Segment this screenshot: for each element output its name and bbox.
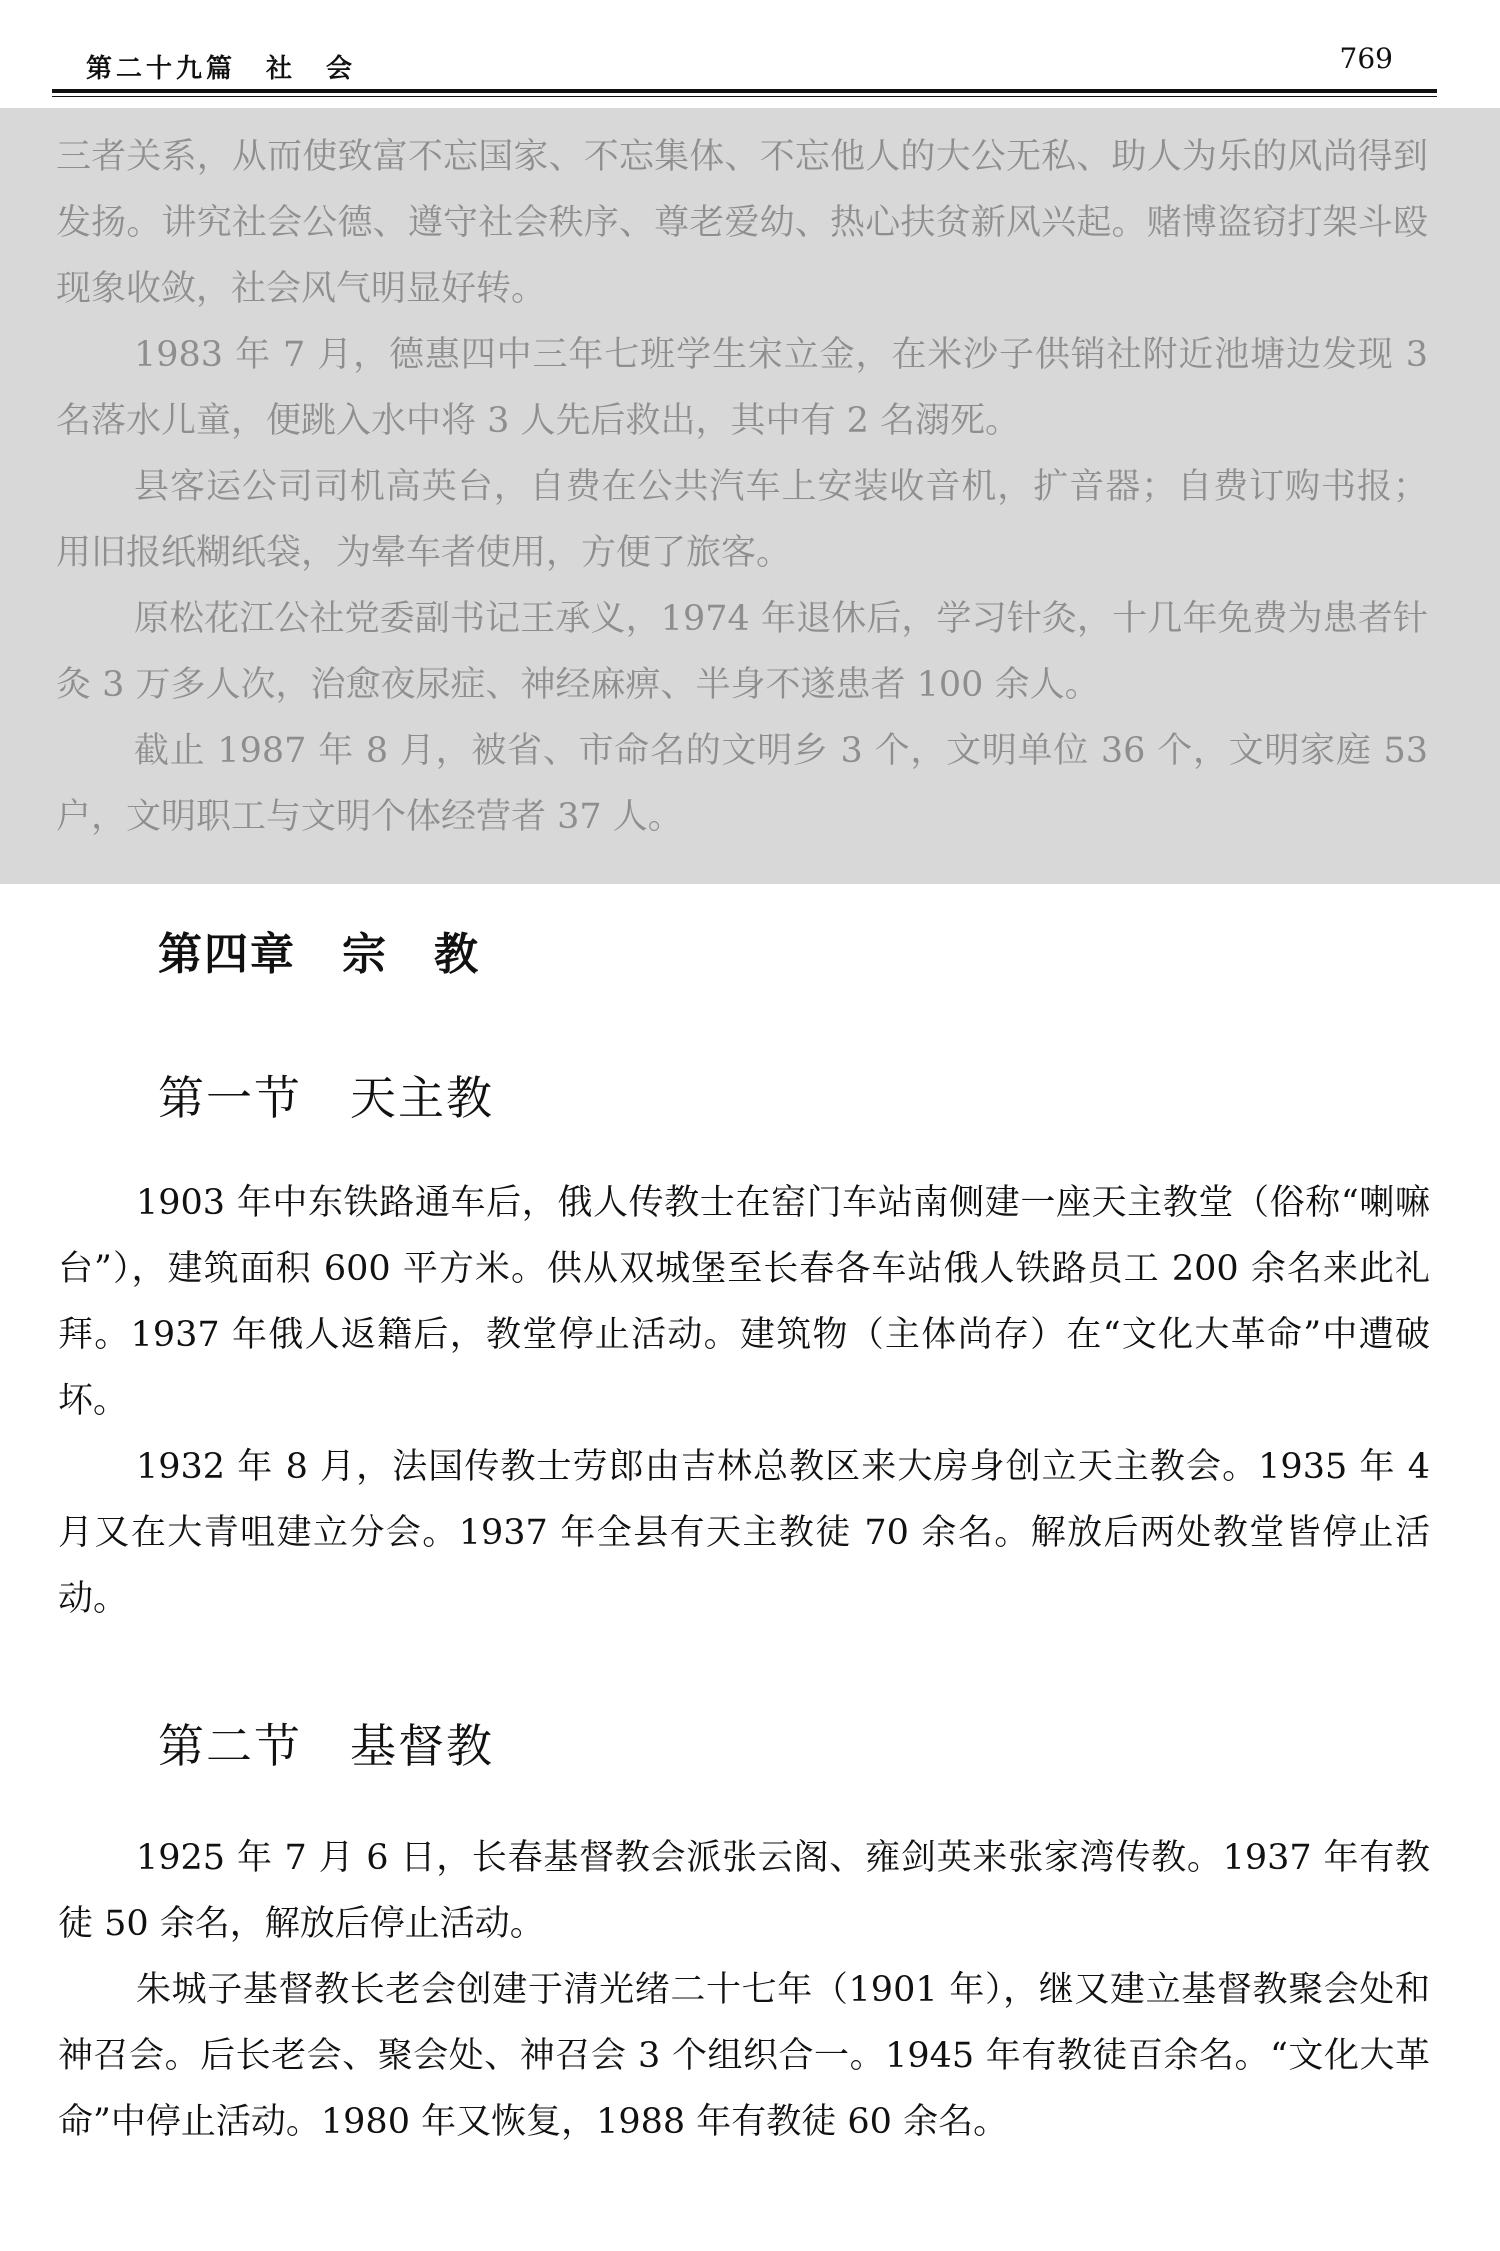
paragraph: 截止 1987 年 8 月，被省、市命名的文明乡 3 个，文明单位 36 个，文明家庭 53 户，文明职工与文明个体经营者 37 人。 [56, 731, 1428, 837]
paragraph: 三者关系，从而使致富不忘国家、不忘集体、不忘他人的大公无私、助人为乐的风尚得到发扬。讲究社会公德、遵守社会秩序、尊老爱幼、热心扶贫新风兴起。赌博盗窃打架斗殴现象收敛，社会风气明显好转。 [56, 137, 1428, 309]
section-title: 第一节 天主教 [158, 1071, 494, 1125]
part-title: 第二十九篇 社 会 [86, 54, 357, 84]
paragraph: 县客运公司司机高英台，自费在公共汽车上安装收音机，扩音器；自费订购书报；用旧报纸糊纸袋，为晕车者使用，方便了旅客。 [56, 467, 1428, 573]
paragraph: 1903 年中东铁路通车后，俄人传教士在窑门车站南侧建一座天主教堂（俗称“喇嘛台”），建筑面积 600 平方米。供从双城堡至长春各车站俄人铁路员工 200 余名来此礼拜。1937 年俄人返籍后，教堂停止活动。建筑物（主体尚存）在“文化大革命”中遭破坏。 [58, 1183, 1430, 1421]
paragraph: 1932 年 8 月，法国传教士劳郎由吉林总教区来大房身创立天主教会。1935 年 4 月又在大青咀建立分会。1937 年全县有天主教徒 70 余名。解放后两处教堂皆停止活动。 [58, 1447, 1430, 1619]
paragraph: 1983 年 7 月，德惠四中三年七班学生宋立金，在米沙子供销社附近池塘边发现 3 名落水儿童，便跳入水中将 3 人先后救出，其中有 2 名溺死。 [56, 335, 1428, 441]
page-number: 769 [1339, 42, 1393, 75]
paragraph: 1925 年 7 月 6 日，长春基督教会派张云阁、雍剑英来张家湾传教。1937 年有教徒 50 余名，解放后停止活动。 [58, 1838, 1430, 1944]
running-header [52, 40, 1435, 86]
section-title: 第二节 基督教 [158, 1719, 494, 1773]
header-rule-thick [52, 89, 1437, 93]
paragraph: 朱城子基督教长老会创建于清光绪二十七年（1901 年），继又建立基督教聚会处和神召会。后长老会、聚会处、神召会 3 个组织合一。1945 年有教徒百余名。“文化大革命”中停止活动。1980 年又恢复，1988 年有教徒 60 余名。 [58, 1970, 1430, 2142]
chapter-title: 第四章 宗 教 [158, 929, 480, 980]
header-rule-thin [52, 96, 1437, 97]
section-body [58, 1170, 1430, 1632]
continued-text [56, 124, 1428, 850]
section-body [58, 1825, 1430, 2155]
paragraph: 原松花江公社党委副书记王承义，1974 年退休后，学习针灸，十几年免费为患者针灸 3 万多人次，治愈夜尿症、神经麻痹、半身不遂患者 100 余人。 [56, 599, 1428, 705]
